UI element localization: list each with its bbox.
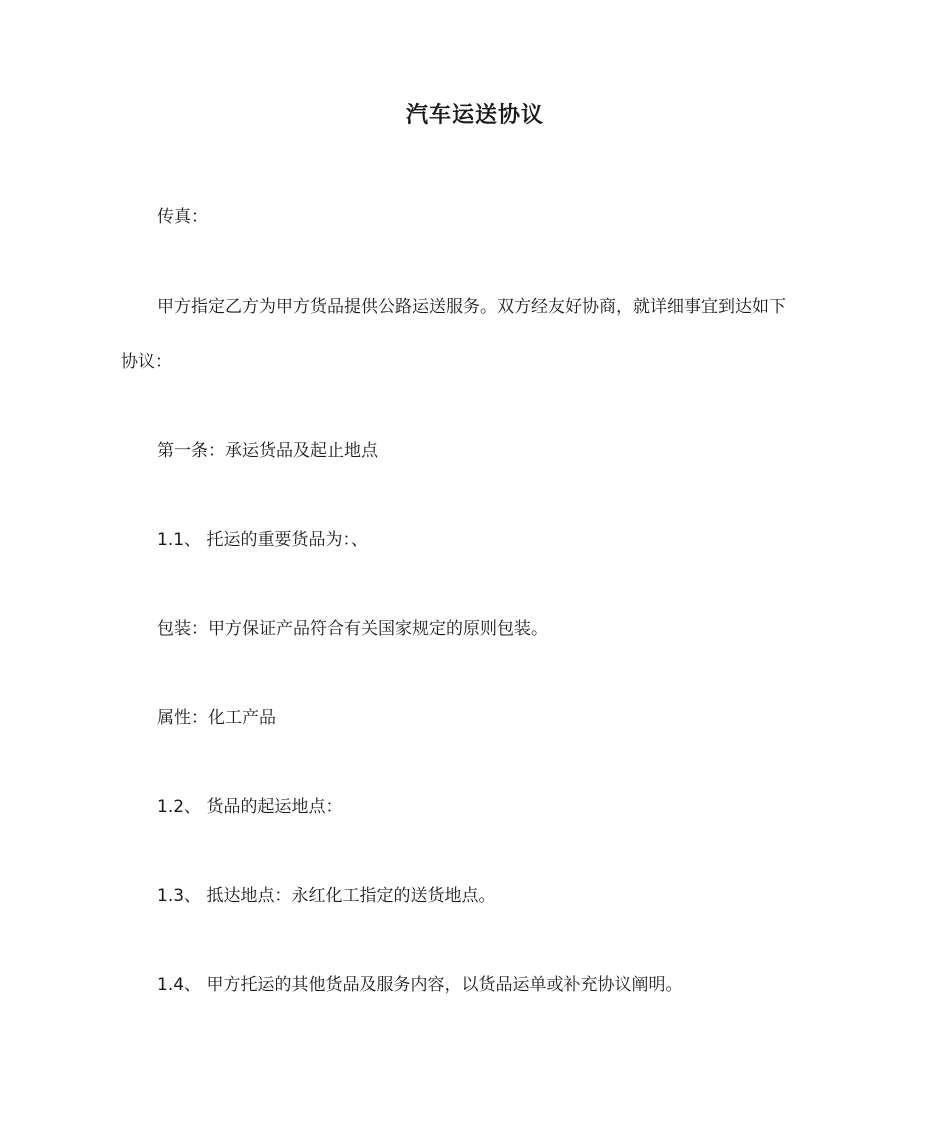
paragraph-attribute: 属性：化工产品 (157, 708, 276, 728)
paragraph-packaging: 包装：甲方保证产品符合有关国家规定的原则包装。 (157, 619, 548, 639)
clause-1-2: 1.2、 货品的起运地点： (157, 797, 343, 817)
document-title: 汽车运送协议 (405, 103, 544, 128)
paragraph-intro: 甲方指定乙方为甲方货品提供公路运送服务。双方经友好协商，就详细事宜到达如下 (157, 297, 786, 317)
paragraph-fax: 传真： (157, 207, 208, 227)
clause-1-3: 1.3、 抵达地点：永红化工指定的送货地点。 (157, 886, 496, 906)
clause-1-1: 1.1、 托运的重要货品为：、 (157, 530, 368, 550)
section-heading-article-1: 第一条：承运货品及起止地点 (157, 441, 378, 461)
clause-1-4: 1.4、 甲方托运的其他货品及服务内容，以货品运单或补充协议阐明。 (157, 975, 683, 995)
paragraph-intro-continuation: 协议： (121, 352, 172, 372)
